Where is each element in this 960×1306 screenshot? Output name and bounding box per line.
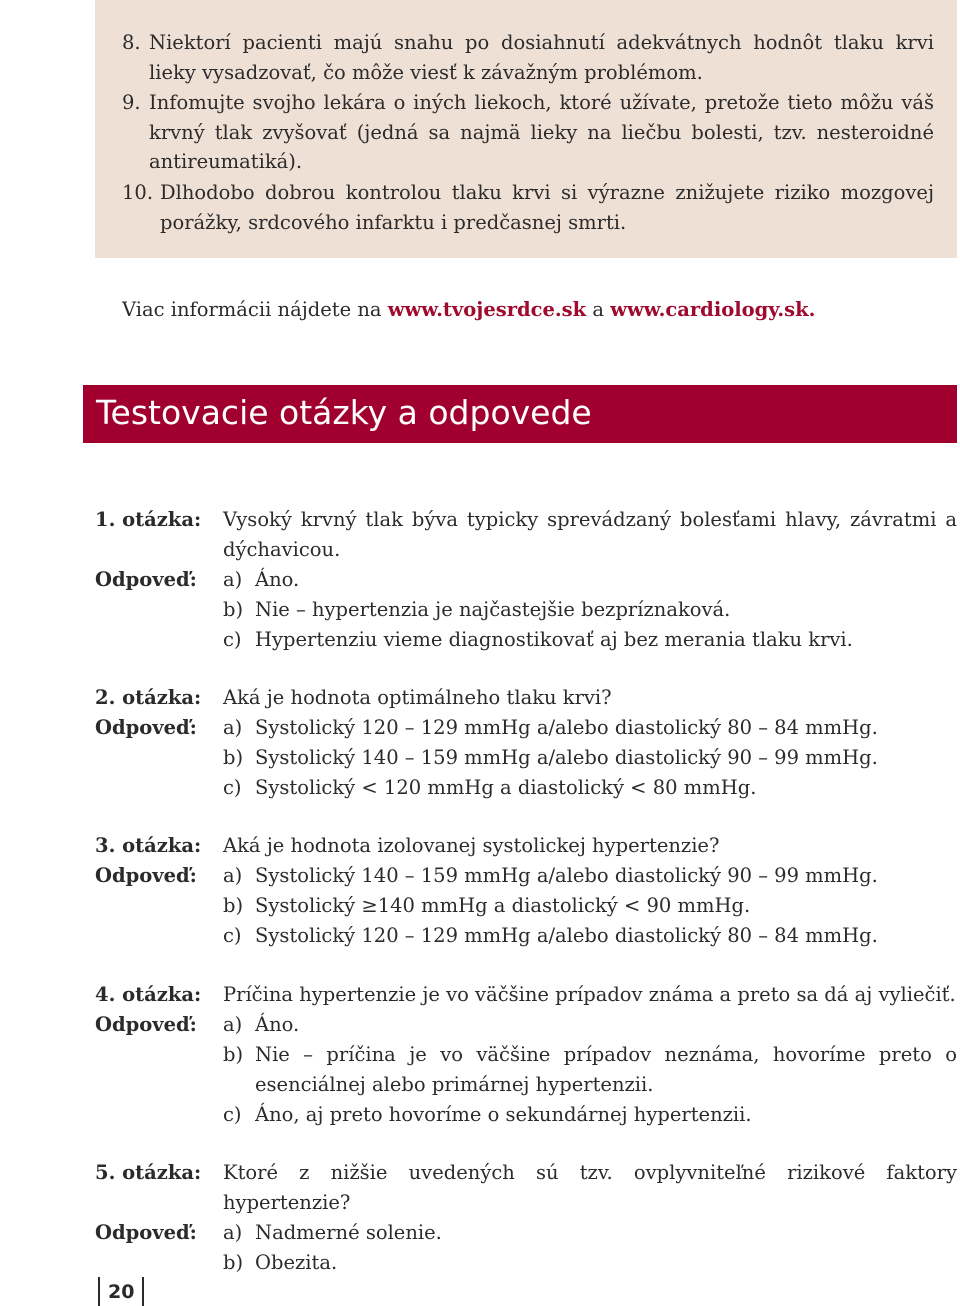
answer-letter: a)	[223, 1013, 243, 1036]
answer-text: Obezita.	[255, 1251, 338, 1274]
answer-text: Systolický < 120 mmHg a diastolický < 80 mmHg.	[255, 776, 757, 799]
answer-text: Nie – príčina je vo väčšine prípadov neznáma, hovoríme preto o esenciálnej alebo primárnej hypertenzii.	[255, 1043, 957, 1096]
question-block	[95, 1158, 957, 1278]
answer-text: Systolický 120 – 129 mmHg a/alebo diastolický 80 – 84 mmHg.	[255, 924, 878, 947]
question-label: 5. otázka:	[95, 1161, 202, 1184]
answer-label: Odpoveď:	[95, 716, 197, 739]
question-label: 2. otázka:	[95, 686, 202, 709]
answer-text: Systolický 140 – 159 mmHg a/alebo diastolický 90 – 99 mmHg.	[255, 864, 878, 887]
answer-label: Odpoveď:	[95, 864, 197, 887]
answer-letter: a)	[223, 1221, 243, 1244]
tip-text: Niektorí pacienti majú snahu po dosiahnutí adekvátnych hodnôt tlaku krvi lieky vysadzovať, čo môže viesť k závažným problémom.	[149, 31, 934, 84]
answer-option	[223, 1040, 957, 1100]
answer-option	[223, 595, 957, 625]
answer-text: Áno.	[255, 1013, 300, 1036]
answer-letter: a)	[223, 864, 243, 887]
section-title: Testovacie otázky a odpovede	[96, 393, 592, 432]
tip-text: Infomujte svojho lekára o iných liekoch, ktoré užívate, pretože tieto môžu váš krvný tlak zvyšovať (jedná sa najmä lieky na liečbu bolesti, tzv. nesteroidné antireumatiká).	[149, 91, 934, 173]
answer-label: Odpoveď:	[95, 1221, 197, 1244]
answer-option	[223, 743, 957, 773]
question-text: Aká je hodnota izolovanej systolickej hypertenzie?	[223, 834, 720, 857]
answer-letter: c)	[223, 1103, 242, 1126]
tip-item	[122, 28, 934, 87]
answer-option	[223, 713, 957, 743]
answer-label: Odpoveď:	[95, 1013, 197, 1036]
more-info	[122, 295, 815, 325]
answer-text: Systolický 140 – 159 mmHg a/alebo diastolický 90 – 99 mmHg.	[255, 746, 878, 769]
tip-number: 9.	[122, 91, 141, 114]
answer-option	[223, 773, 957, 803]
answer-letter: b)	[223, 746, 244, 769]
answer-letter: a)	[223, 716, 243, 739]
answer-letter: c)	[223, 924, 242, 947]
question-text: Príčina hypertenzie je vo väčšine prípadov známa a preto sa dá aj vyliečiť.	[223, 983, 956, 1006]
answer-text: Áno.	[255, 568, 300, 591]
answer-option	[223, 625, 957, 655]
question-block	[95, 683, 957, 803]
question-label: 3. otázka:	[95, 834, 202, 857]
tip-item	[122, 88, 934, 177]
answer-letter: a)	[223, 568, 243, 591]
page-number: 20	[98, 1277, 144, 1306]
answer-letter: b)	[223, 1251, 244, 1274]
question-label: 1. otázka:	[95, 508, 202, 531]
answer-option	[223, 1248, 957, 1278]
answer-letter: c)	[223, 776, 242, 799]
link-tvojesrdce[interactable]: www.tvojesrdce.sk	[387, 298, 587, 321]
question-block	[95, 831, 957, 951]
answer-letter: b)	[223, 1043, 244, 1066]
answer-label: Odpoveď:	[95, 568, 197, 591]
section-header	[83, 385, 957, 443]
answer-option	[223, 861, 957, 891]
answer-option	[223, 1218, 957, 1248]
answer-letter: c)	[223, 628, 242, 651]
answer-option	[223, 1010, 957, 1040]
tip-number: 10.	[122, 181, 154, 204]
question-block	[95, 505, 957, 655]
answer-option	[223, 921, 957, 951]
tip-text: Dlhodobo dobrou kontrolou tlaku krvi si výrazne znižujete riziko mozgovej porážky, srdcového infarktu i predčasnej smrti.	[160, 181, 934, 234]
more-info-suffix: .	[808, 298, 816, 321]
answer-option	[223, 891, 957, 921]
answer-option	[223, 1100, 957, 1130]
more-info-connector: a	[592, 298, 605, 321]
tip-item	[122, 178, 934, 237]
question-block	[95, 980, 957, 1130]
answer-text: Nie – hypertenzia je najčastejšie bezpríznaková.	[255, 598, 731, 621]
question-label: 4. otázka:	[95, 983, 202, 1006]
question-text: Vysoký krvný tlak býva typicky sprevádzaný bolesťami hlavy, závratmi a dýchavicou.	[223, 508, 957, 561]
answer-letter: b)	[223, 598, 244, 621]
question-text: Aká je hodnota optimálneho tlaku krvi?	[223, 686, 612, 709]
answer-text: Systolický ≥140 mmHg a diastolický < 90 mmHg.	[255, 894, 751, 917]
answer-text: Áno, aj preto hovoríme o sekundárnej hypertenzii.	[255, 1103, 752, 1126]
answer-text: Nadmerné solenie.	[255, 1221, 442, 1244]
link-cardiology[interactable]: www.cardiology.sk	[610, 298, 809, 321]
tip-number: 8.	[122, 31, 141, 54]
answer-text: Systolický 120 – 129 mmHg a/alebo diastolický 80 – 84 mmHg.	[255, 716, 878, 739]
more-info-prefix: Viac informácii nájdete na	[122, 298, 382, 321]
answer-text: Hypertenziu vieme diagnostikovať aj bez merania tlaku krvi.	[255, 628, 853, 651]
question-text: Ktoré z nižšie uvedených sú tzv. ovplyvniteľné rizikové faktory hypertenzie?	[223, 1161, 957, 1214]
answer-option	[223, 565, 957, 595]
answer-letter: b)	[223, 894, 244, 917]
